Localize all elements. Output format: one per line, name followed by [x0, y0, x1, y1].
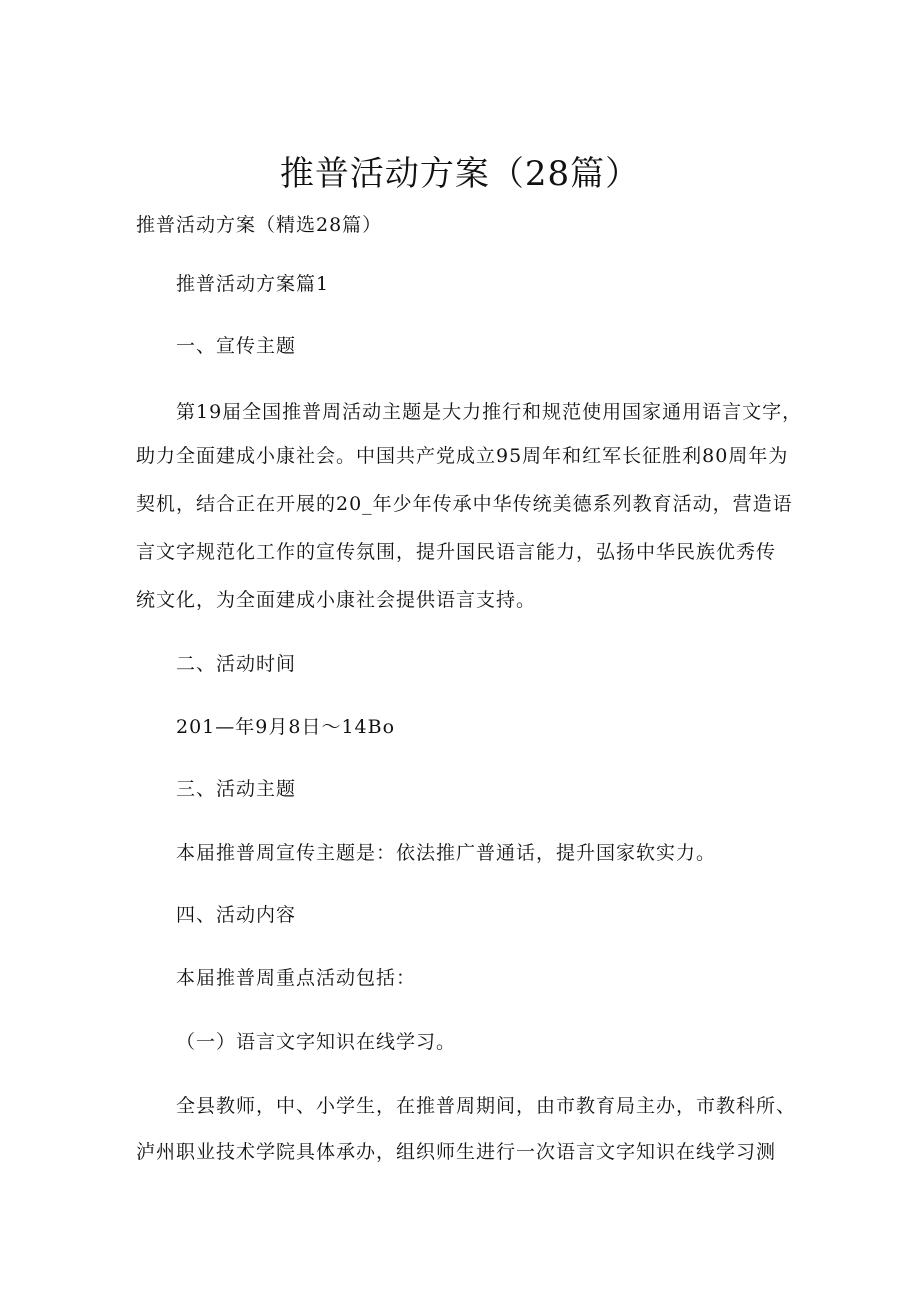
activity-theme-text: 本届推普周宣传主题是：依法推广普通话，提升国家软实力。	[176, 842, 717, 864]
heading-activity-content: 四、活动内容	[176, 904, 297, 926]
paragraph-1-line-2: 助力全面建成小康社会。中国共产党成立95周年和红军长征胜利80周年为	[136, 445, 789, 467]
heading-activity-theme: 三、活动主题	[176, 778, 297, 800]
heading-activity-time: 二、活动时间	[176, 653, 297, 675]
document-title: 推普活动方案（28篇）	[279, 154, 641, 194]
document-subtitle: 推普活动方案（精选28篇）	[136, 214, 383, 236]
paragraph-1-line-4: 言文字规范化工作的宣传氛围，提升国民语言能力，弘扬中华民族优秀传	[136, 541, 777, 563]
activity-content-intro: 本届推普周重点活动包括：	[176, 967, 417, 989]
sub-heading-online-learning: （一）语言文字知识在线学习。	[176, 1031, 457, 1053]
activity-time-text: 201—年9月8日〜14Bo	[176, 716, 396, 738]
paragraph-1-line-1: 第19届全国推普周活动主题是大力推行和规范使用国家通用语言文字，	[176, 401, 803, 423]
paragraph-1-line-5: 统文化，为全面建成小康社会提供语言支持。	[136, 589, 537, 611]
heading-publicity-theme: 一、宣传主题	[176, 335, 297, 357]
paragraph-2-line-1: 全县教师，中、小学生，在推普周期间，由市教育局主办，市教科所、	[176, 1095, 797, 1117]
paragraph-2-line-2: 泸州职业技术学院具体承办，组织师生进行一次语言文字知识在线学习测	[136, 1141, 777, 1163]
paragraph-1-line-3: 契机，结合正在开展的20_年少年传承中华传统美德系列教育活动，营造语	[136, 493, 793, 515]
section-heading: 推普活动方案篇1	[176, 273, 330, 295]
